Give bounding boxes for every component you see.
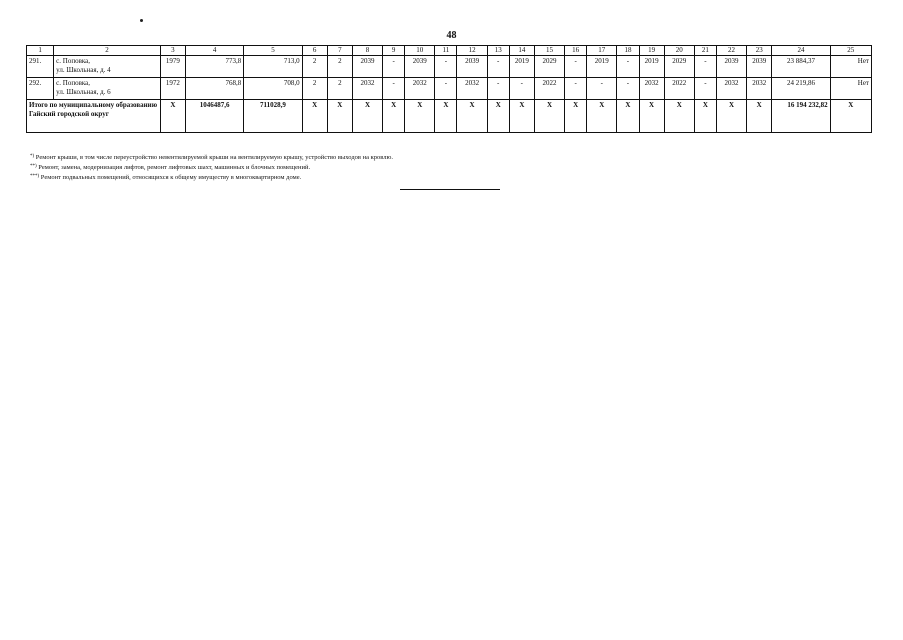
table-cell: - bbox=[565, 56, 587, 78]
table-cell: 2029 bbox=[534, 56, 564, 78]
column-header: 8 bbox=[352, 46, 382, 56]
table-cell: - bbox=[435, 78, 457, 100]
table-cell: 2019 bbox=[509, 56, 534, 78]
total-cell: Х bbox=[639, 100, 664, 133]
total-cell: Х bbox=[617, 100, 639, 133]
table-cell: - bbox=[694, 56, 716, 78]
total-cell: 1046487,6 bbox=[185, 100, 243, 133]
total-row bbox=[27, 100, 872, 133]
table-cell: 2039 bbox=[747, 56, 772, 78]
table-cell: Нет bbox=[830, 78, 871, 100]
table-cell: 2032 bbox=[405, 78, 435, 100]
table-cell: - bbox=[617, 78, 639, 100]
column-header: 24 bbox=[772, 46, 830, 56]
column-header: 21 bbox=[694, 46, 716, 56]
column-header: 2 bbox=[54, 46, 161, 56]
column-header: 20 bbox=[664, 46, 694, 56]
footnote-text: Ремонт подвальных помещений, относящихся к общему имуществу в многоквартирном доме. bbox=[39, 174, 302, 181]
table-cell: 2039 bbox=[352, 56, 382, 78]
footnote-mark: ***) bbox=[30, 174, 40, 179]
footnote bbox=[30, 172, 393, 182]
total-cell: Х bbox=[664, 100, 694, 133]
footnote bbox=[30, 162, 393, 172]
table-cell: 2 bbox=[327, 56, 352, 78]
total-cell: Х bbox=[534, 100, 564, 133]
column-header: 19 bbox=[639, 46, 664, 56]
total-cell: Х bbox=[587, 100, 617, 133]
column-header: 25 bbox=[830, 46, 871, 56]
total-cell: Х bbox=[160, 100, 185, 133]
table-cell: 2039 bbox=[716, 56, 746, 78]
total-cell: 711028,9 bbox=[244, 100, 302, 133]
table-cell: 2022 bbox=[664, 78, 694, 100]
total-cell: Х bbox=[405, 100, 435, 133]
table-cell: - bbox=[587, 78, 617, 100]
table-cell: 23 884,37 bbox=[772, 56, 830, 78]
table-cell: 1972 bbox=[160, 78, 185, 100]
table-cell: - bbox=[383, 56, 405, 78]
footnote bbox=[30, 152, 393, 162]
column-header: 11 bbox=[435, 46, 457, 56]
footnote-mark: *) bbox=[30, 154, 35, 159]
address-locality: с. Поповка, bbox=[56, 79, 91, 87]
total-cell: Х bbox=[487, 100, 509, 133]
column-header: 6 bbox=[302, 46, 327, 56]
table-cell: 2 bbox=[327, 78, 352, 100]
total-cell: 16 194 232,82 bbox=[772, 100, 830, 133]
table-cell: - bbox=[509, 78, 534, 100]
table-cell: Нет bbox=[830, 56, 871, 78]
table-cell: - bbox=[383, 78, 405, 100]
table-cell: 768,8 bbox=[185, 78, 243, 100]
column-number-row bbox=[27, 46, 872, 56]
total-cell: Х bbox=[830, 100, 871, 133]
table-cell: 1979 bbox=[160, 56, 185, 78]
column-header: 13 bbox=[487, 46, 509, 56]
total-cell: Х bbox=[509, 100, 534, 133]
column-header: 5 bbox=[244, 46, 302, 56]
total-cell: Х bbox=[352, 100, 382, 133]
total-cell: Х bbox=[716, 100, 746, 133]
table-row bbox=[27, 78, 872, 100]
column-header: 16 bbox=[565, 46, 587, 56]
column-header: 22 bbox=[716, 46, 746, 56]
table-cell: 713,0 bbox=[244, 56, 302, 78]
total-cell: Х bbox=[565, 100, 587, 133]
table-cell: - bbox=[694, 78, 716, 100]
column-header: 7 bbox=[327, 46, 352, 56]
total-cell: Х bbox=[435, 100, 457, 133]
footnote-mark: **) bbox=[30, 164, 37, 169]
table-cell: 2032 bbox=[747, 78, 772, 100]
table-cell: 2022 bbox=[534, 78, 564, 100]
total-cell: Х bbox=[327, 100, 352, 133]
table-cell: 2029 bbox=[664, 56, 694, 78]
table-cell: 2019 bbox=[587, 56, 617, 78]
total-cell: Х bbox=[302, 100, 327, 133]
table-cell: - bbox=[487, 56, 509, 78]
table-cell: 2032 bbox=[716, 78, 746, 100]
table-cell: 2032 bbox=[639, 78, 664, 100]
column-header: 18 bbox=[617, 46, 639, 56]
address-cell bbox=[54, 78, 161, 100]
table-cell: 2039 bbox=[405, 56, 435, 78]
footnotes bbox=[30, 152, 393, 182]
total-cell: Х bbox=[747, 100, 772, 133]
table-cell: 2039 bbox=[457, 56, 487, 78]
table-cell: 2032 bbox=[352, 78, 382, 100]
column-header: 15 bbox=[534, 46, 564, 56]
table-row bbox=[27, 56, 872, 78]
address-street: ул. Школьная, д. 6 bbox=[56, 87, 111, 96]
total-cell: Х bbox=[457, 100, 487, 133]
column-header: 17 bbox=[587, 46, 617, 56]
table-cell: - bbox=[565, 78, 587, 100]
column-header: 12 bbox=[457, 46, 487, 56]
footnote-text: Ремонт, замена, модернизация лифтов, ремонт лифтовых шахт, машинных и блочных помещений. bbox=[36, 164, 311, 171]
page-number: 48 bbox=[446, 30, 457, 41]
table-cell: 773,8 bbox=[185, 56, 243, 78]
column-header: 1 bbox=[27, 46, 54, 56]
footnote-text: Ремонт крыши, в том числе переустройство невентилируемой крыши на вентилируемую крышу, устройство выходов на кровлю. bbox=[34, 154, 393, 161]
column-header: 4 bbox=[185, 46, 243, 56]
total-cell: Х bbox=[694, 100, 716, 133]
address-locality: с. Поповка, bbox=[56, 57, 91, 65]
table-cell: 24 219,86 bbox=[772, 78, 830, 100]
table-cell: - bbox=[487, 78, 509, 100]
table-cell: 2032 bbox=[457, 78, 487, 100]
row-number: 291. bbox=[27, 56, 54, 78]
table-cell: 2 bbox=[302, 78, 327, 100]
column-header: 3 bbox=[160, 46, 185, 56]
column-header: 23 bbox=[747, 46, 772, 56]
column-header: 14 bbox=[509, 46, 534, 56]
total-cell: Х bbox=[383, 100, 405, 133]
closing-rule bbox=[400, 189, 500, 190]
total-label: Итого по муниципальному образованию Гайский городской округ bbox=[27, 100, 161, 133]
row-number: 292. bbox=[27, 78, 54, 100]
table-cell: - bbox=[617, 56, 639, 78]
table-cell: 708,0 bbox=[244, 78, 302, 100]
table-cell: - bbox=[435, 56, 457, 78]
repair-schedule-table bbox=[26, 45, 872, 133]
column-header: 10 bbox=[405, 46, 435, 56]
table-cell: 2019 bbox=[639, 56, 664, 78]
address-street: ул. Школьная, д. 4 bbox=[56, 65, 111, 74]
table-cell: 2 bbox=[302, 56, 327, 78]
scan-speck bbox=[140, 19, 143, 22]
address-cell bbox=[54, 56, 161, 78]
column-header: 9 bbox=[383, 46, 405, 56]
